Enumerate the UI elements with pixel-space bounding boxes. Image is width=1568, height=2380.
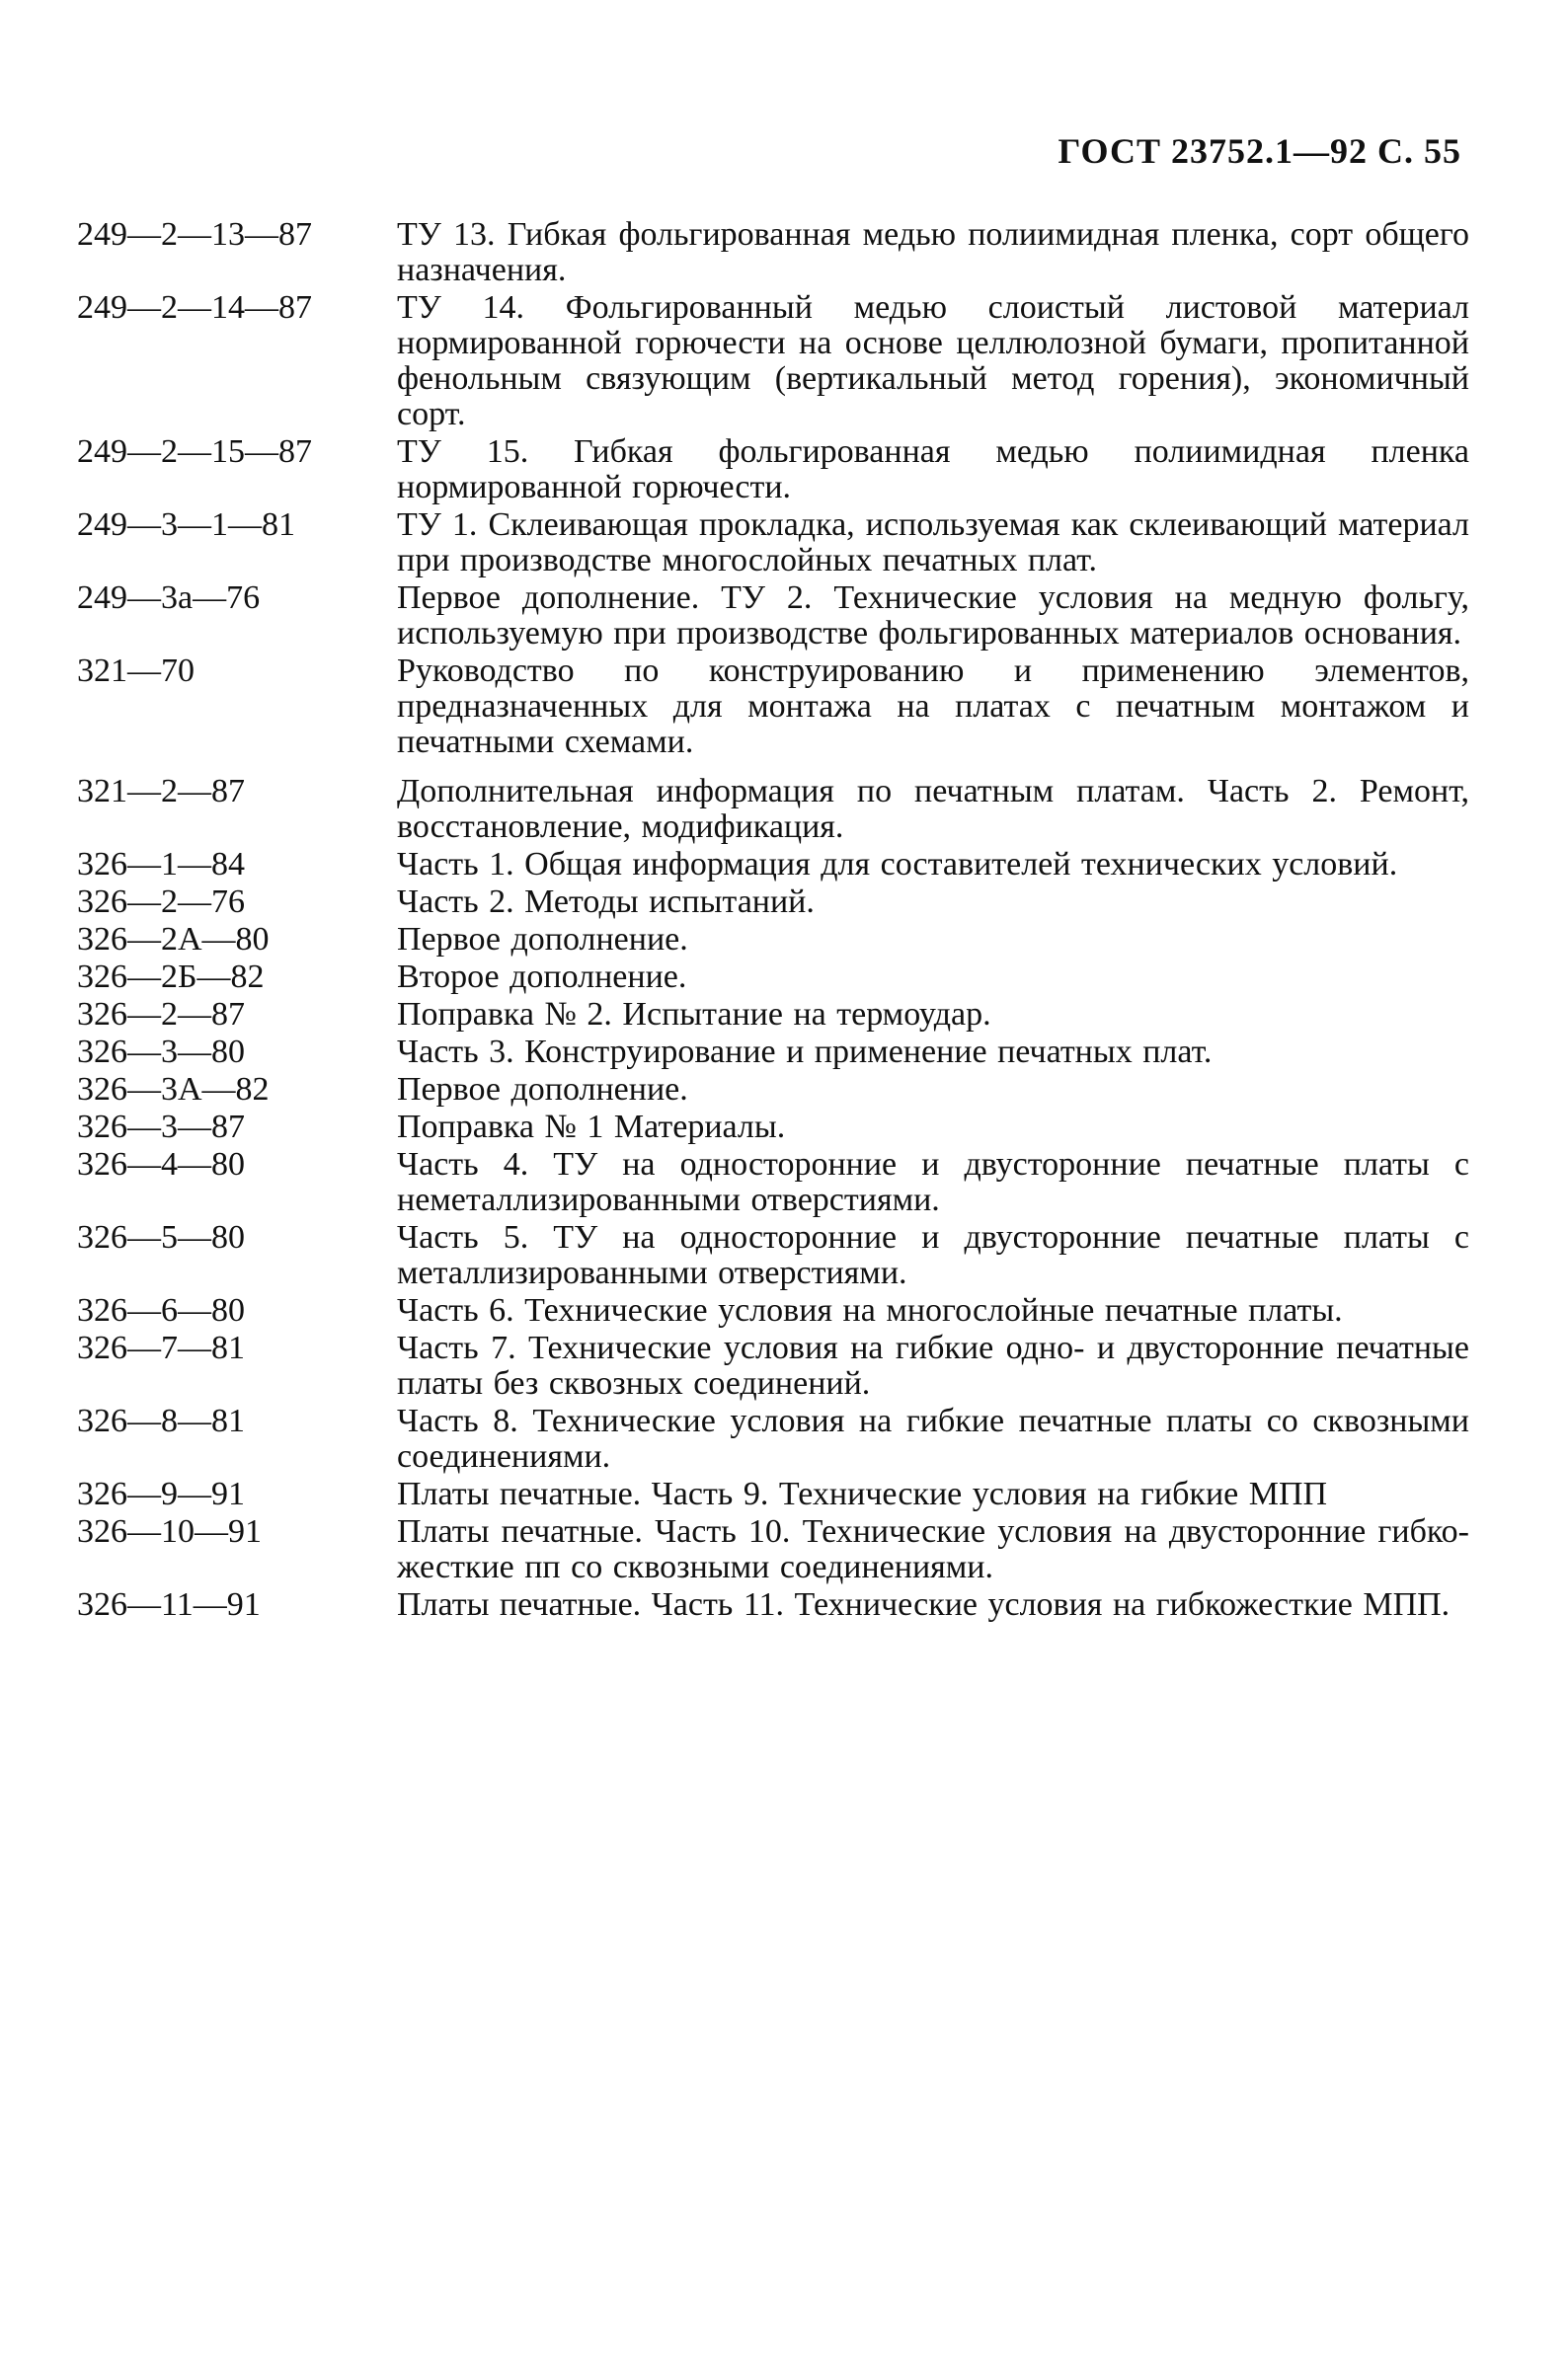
standard-title: Часть 3. Конструирование и применение печатных плат. [397,1034,1213,1070]
standard-code: 326—2—87 [77,996,245,1033]
standard-code: 249—3—1—81 [77,506,295,543]
standard-title: Второе дополнение. [397,959,687,995]
list-item [77,847,1469,883]
list-item [77,922,1469,958]
standard-title: ТУ 14. Фольгированный медью слоистый листовой материал нормированной горючести на основе целлюлозной бумаги, пропитанной фенольным связующим (вертикальный метод горения), экономичный сорт. [397,289,1469,432]
standard-code: 326—4—80 [77,1146,245,1183]
list-item [77,290,1469,432]
standard-code: 326—8—81 [77,1403,245,1439]
standard-code: 249—2—15—87 [77,433,312,470]
list-item [77,217,1469,288]
standard-title: Часть 2. Методы испытаний. [397,883,815,920]
standard-title: Первое дополнение. ТУ 2. Технические условия на медную фольгу, используемую при производстве фольгированных материалов основания. [397,579,1469,652]
list-item [77,960,1469,995]
standard-code: 326—10—91 [77,1513,262,1550]
standard-title: Платы печатные. Часть 10. Технические условия на двусторонние гибко-жесткие пп со сквозными соединениями. [397,1513,1469,1585]
list-item [77,434,1469,505]
standard-title: Поправка № 2. Испытание на термоудар. [397,996,991,1033]
standard-code: 326—2А—80 [77,921,270,958]
standard-title: Часть 7. Технические условия на гибкие одно- и двусторонние печатные платы без сквозных соединений. [397,1330,1469,1402]
standards-list [77,217,1469,1625]
standard-title: Часть 5. ТУ на односторонние и двусторонние печатные платы с металлизированными отверстиями. [397,1219,1469,1291]
list-item [77,884,1469,920]
list-item [77,1035,1469,1070]
standard-code: 326—3—80 [77,1034,245,1070]
standard-code: 326—2—76 [77,883,245,920]
standard-code: 321—2—87 [77,773,245,809]
list-item [77,1293,1469,1329]
list-item [77,1587,1469,1623]
list-item [77,997,1469,1033]
list-item [77,1220,1469,1291]
standard-title: ТУ 13. Гибкая фольгированная медью полиимидная пленка, сорт общего назначения. [397,216,1469,288]
standard-code: 326—2Б—82 [77,959,265,995]
standard-title: Часть 1. Общая информация для составителей технических условий. [397,846,1398,883]
standard-code: 326—5—80 [77,1219,245,1256]
list-item [77,507,1469,578]
standard-title: ТУ 1. Склеивающая прокладка, используемая как склеивающий материал при производстве многослойных печатных плат. [397,506,1469,578]
standard-code: 326—7—81 [77,1330,245,1366]
list-item [77,1404,1469,1475]
standard-title: Руководство по конструированию и применению элементов, предназначенных для монтажа на платах с печатным монтажом и печатными схемами. [397,653,1469,760]
list-item [77,653,1469,760]
list-item [77,1514,1469,1585]
standard-code: 326—9—91 [77,1476,245,1512]
list-item [77,1110,1469,1145]
standard-code: 249—3а—76 [77,579,261,616]
list-item [77,1477,1469,1512]
page-header: ГОСТ 23752.1—92 С. 55 [1058,131,1461,171]
list-item [77,1331,1469,1402]
standard-code: 326—1—84 [77,846,245,883]
standard-title: Часть 8. Технические условия на гибкие печатные платы со сквозными соединениями. [397,1403,1469,1475]
standard-code: 326—11—91 [77,1586,261,1623]
standard-code: 249—2—14—87 [77,289,312,326]
standard-title: ТУ 15. Гибкая фольгированная медью полиимидная пленка нормированной горючести. [397,433,1469,505]
standard-title: Часть 6. Технические условия на многослойные печатные платы. [397,1292,1343,1329]
standard-code: 321—70 [77,653,195,689]
standard-code: 326—3—87 [77,1109,245,1145]
standard-code: 249—2—13—87 [77,216,312,253]
list-item [77,1147,1469,1218]
list-item [77,580,1469,652]
standard-title: Поправка № 1 Материалы. [397,1109,786,1145]
standard-title: Платы печатные. Часть 11. Технические условия на гибкожесткие МПП. [397,1586,1450,1623]
list-item [77,1072,1469,1108]
standard-code: 326—3А—82 [77,1071,270,1108]
standard-title: Первое дополнение. [397,921,688,958]
standard-title: Первое дополнение. [397,1071,688,1108]
standard-title: Дополнительная информация по печатным платам. Часть 2. Ремонт, восстановление, модификация. [397,773,1469,845]
standard-title: Платы печатные. Часть 9. Технические условия на гибкие МПП [397,1476,1328,1512]
list-item [77,774,1469,845]
standard-title: Часть 4. ТУ на односторонние и двусторонние печатные платы с неметаллизированными отверстиями. [397,1146,1469,1218]
standard-code: 326—6—80 [77,1292,245,1329]
